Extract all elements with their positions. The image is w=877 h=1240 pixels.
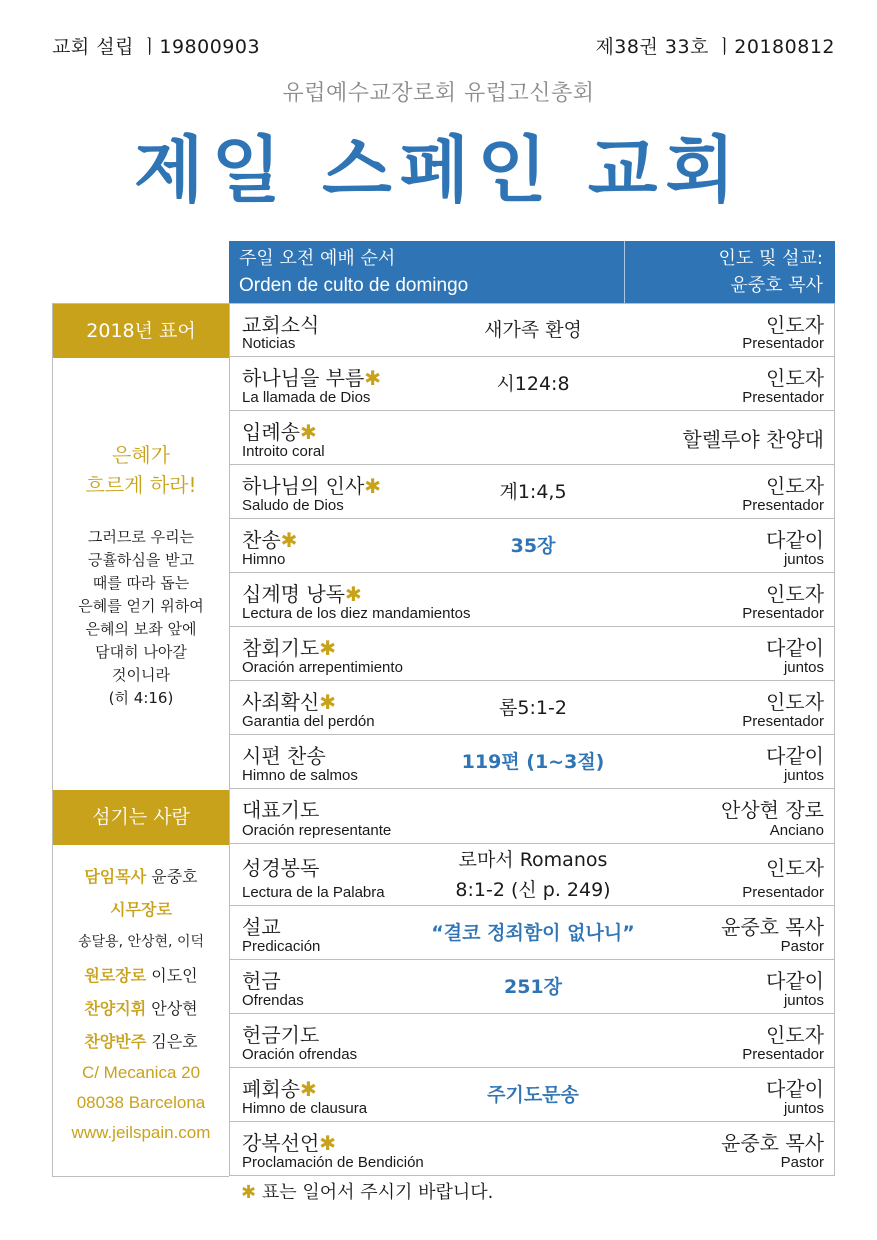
- item-role-es: Presentador: [742, 335, 824, 352]
- stand-star-icon: ✱: [319, 1131, 337, 1155]
- item-title-es: Lectura de los diez mandamientos: [242, 605, 471, 622]
- item-title: 하나님의 인사✱: [242, 474, 382, 498]
- accompanist: 찬양반주 김은호: [84, 1032, 198, 1051]
- item-role-es: juntos: [783, 551, 824, 568]
- item-title: 헌금: [242, 969, 281, 993]
- item-title-es: Saludo de Dios: [242, 497, 344, 514]
- item-title-es: Oración arrepentimiento: [242, 659, 403, 676]
- item-title-es: Ofrendas: [242, 992, 304, 1009]
- item-role: 인도자: [766, 474, 824, 498]
- item-title: 폐회송✱: [242, 1077, 317, 1101]
- item-role: 할렐루야 찬양대: [682, 427, 824, 451]
- motto: 은혜가 흐르게 하라!: [85, 443, 197, 497]
- item-title: 찬송✱: [242, 528, 298, 552]
- stand-star-icon: ✱: [344, 582, 362, 606]
- denomination-subtitle: 유럽예수교장로회 유럽고신총회: [282, 81, 595, 106]
- item-role-es: Presentador: [742, 605, 824, 622]
- sermon-title: “결코 정죄함이 없나니”: [431, 921, 635, 944]
- item-role-es: juntos: [783, 1100, 824, 1117]
- item-title: 대표기도: [242, 798, 320, 822]
- item-title-es: Proclamación de Bendición: [242, 1154, 424, 1171]
- order-row-offering: [229, 960, 835, 1014]
- item-role: 인도자: [766, 856, 824, 880]
- stand-star-icon: ✱: [299, 1077, 317, 1101]
- item-role: 다같이: [766, 969, 824, 993]
- order-heading-ko: 주일 오전 예배 순서: [239, 248, 396, 269]
- item-detail: 주기도문송: [487, 1083, 579, 1106]
- staff-list: [53, 860, 229, 1148]
- item-detail: 251장: [503, 975, 562, 998]
- order-row-hymn: [229, 519, 835, 573]
- item-title: 십계명 낭독✱: [242, 582, 362, 606]
- leader-info: [719, 245, 823, 299]
- item-role: 인도자: [766, 582, 824, 606]
- item-role-es: juntos: [783, 659, 824, 676]
- item-role: 인도자: [766, 1023, 824, 1047]
- item-title: 하나님을 부름✱: [242, 366, 382, 390]
- stand-star-icon: ✱: [364, 366, 382, 390]
- item-role: 다같이: [766, 1077, 824, 1101]
- order-row-benediction: [229, 1122, 835, 1176]
- item-title-es: La llamada de Dios: [242, 389, 371, 406]
- staff-heading: 섬기는 사람: [53, 790, 229, 845]
- senior-pastor: 담임목사 윤중호: [84, 867, 198, 886]
- item-title-es: Garantia del perdón: [242, 713, 375, 730]
- item-title: 성경봉독: [242, 856, 320, 880]
- address-city: 08038 Barcelona: [76, 1093, 206, 1112]
- stand-star-icon: ✱: [319, 690, 337, 714]
- item-role: 다같이: [766, 744, 824, 768]
- item-title: 입례송✱: [242, 420, 317, 444]
- stand-star-icon: ✱: [319, 636, 337, 660]
- item-detail: 시124:8: [496, 372, 570, 395]
- item-role-es: Pastor: [780, 938, 824, 955]
- item-title-es: Himno de clausura: [242, 1100, 368, 1117]
- emeritus-elder: 원로장로 이도인: [84, 966, 198, 985]
- item-title: 시편 찬송: [242, 744, 326, 768]
- item-role: 인도자: [766, 690, 824, 714]
- item-role-es: Presentador: [742, 389, 824, 406]
- order-row-prayer: [229, 789, 835, 844]
- item-role: 다같이: [766, 636, 824, 660]
- item-detail: 새가족 환영: [484, 319, 582, 341]
- order-header: [229, 241, 835, 303]
- standing-footnote: ✱ 표는 일어서 주시기 바랍니다.: [241, 1182, 494, 1203]
- church-title: 제일 스페인 교회: [134, 128, 743, 212]
- item-role-es: juntos: [783, 992, 824, 1009]
- item-title-es: Oración representante: [242, 822, 392, 839]
- item-title-es: Introito coral: [242, 443, 325, 460]
- order-row-offering-prayer: [229, 1014, 835, 1068]
- order-heading-es: Orden de culto de domingo: [239, 275, 469, 296]
- stand-star-icon: ✱: [241, 1182, 257, 1203]
- item-title: 설교: [242, 915, 281, 939]
- item-title: 강복선언✱: [242, 1131, 337, 1155]
- item-detail: 35장: [510, 534, 556, 557]
- item-detail: 롬5:1-2: [499, 696, 567, 719]
- item-role-es: Presentador: [742, 884, 824, 901]
- stand-star-icon: ✱: [364, 474, 382, 498]
- item-title: 참회기도✱: [242, 636, 337, 660]
- item-title-es: Predicación: [242, 938, 321, 955]
- item-detail: 119편 (1~3절): [461, 750, 605, 773]
- item-role-es: Presentador: [742, 713, 824, 730]
- leader-label: 인도 및 설교:: [718, 248, 823, 269]
- website-link[interactable]: www.jeilspain.com: [71, 1123, 211, 1142]
- item-role: 안상현 장로: [721, 798, 824, 822]
- elders-label: 시무장로: [110, 900, 172, 919]
- item-role: 인도자: [766, 313, 824, 337]
- sidebar: [52, 303, 229, 1177]
- motto-heading: 2018년 표어: [53, 304, 229, 358]
- stand-star-icon: ✱: [299, 420, 317, 444]
- item-title-es: Himno de salmos: [242, 767, 358, 784]
- order-row-assurance: [229, 681, 835, 735]
- elders: 송달용, 안상현, 이덕: [78, 934, 204, 950]
- order-row-scripture: [229, 844, 835, 906]
- item-role: 윤중호 목사: [721, 915, 824, 939]
- item-role-es: Pastor: [780, 1154, 824, 1171]
- item-title-es: Oración ofrendas: [242, 1046, 358, 1063]
- stand-star-icon: ✱: [280, 528, 298, 552]
- item-role: 다같이: [766, 528, 824, 552]
- order-heading: [239, 245, 468, 299]
- item-detail: 계1:4,5: [499, 480, 567, 503]
- item-title-es: Lectura de la Palabra: [242, 884, 385, 901]
- item-role: 윤중호 목사: [721, 1131, 824, 1155]
- header-divider: [624, 241, 625, 303]
- item-title: 사죄확신✱: [242, 690, 337, 714]
- motto-verse: 그러므로 우리는 긍휼하심을 받고 때를 따라 돕는 은혜를 얻기 위하여 은혜의 보좌 앞에 담대히 나아갈 것이니라 (히 4:16): [78, 528, 204, 707]
- item-title: 헌금기도: [242, 1023, 320, 1047]
- founding-date: 교회 설립 ㅣ19800903: [52, 36, 261, 58]
- order-row-sermon: [229, 906, 835, 960]
- item-title: 교회소식: [242, 313, 320, 337]
- order-row-greeting: [229, 465, 835, 519]
- item-role-es: juntos: [783, 767, 824, 784]
- item-role-es: Presentador: [742, 1046, 824, 1063]
- leader-name: 윤중호 목사: [730, 275, 823, 296]
- address-street: C/ Mecanica 20: [81, 1063, 201, 1082]
- item-role-es: Presentador: [742, 497, 824, 514]
- order-row-psalm: [229, 735, 835, 789]
- issue-info: 제38권 33호 ㅣ20180812: [595, 36, 835, 58]
- order-row-notices: [229, 303, 835, 357]
- item-title-es: Noticias: [242, 335, 296, 352]
- item-role: 인도자: [766, 366, 824, 390]
- order-row-call: [229, 357, 835, 411]
- order-row-commandments: [229, 573, 835, 627]
- order-row-closing-hymn: [229, 1068, 835, 1122]
- item-role-es: Anciano: [769, 822, 824, 839]
- order-row-introit: [229, 411, 835, 465]
- choir-director: 찬양지휘 안상현: [84, 999, 198, 1018]
- item-title-es: Himno: [242, 551, 286, 568]
- order-rows: [229, 303, 835, 1176]
- order-row-repentance: [229, 627, 835, 681]
- item-detail: 로마서 Romanos 8:1-2 (신 p. 249): [455, 848, 611, 901]
